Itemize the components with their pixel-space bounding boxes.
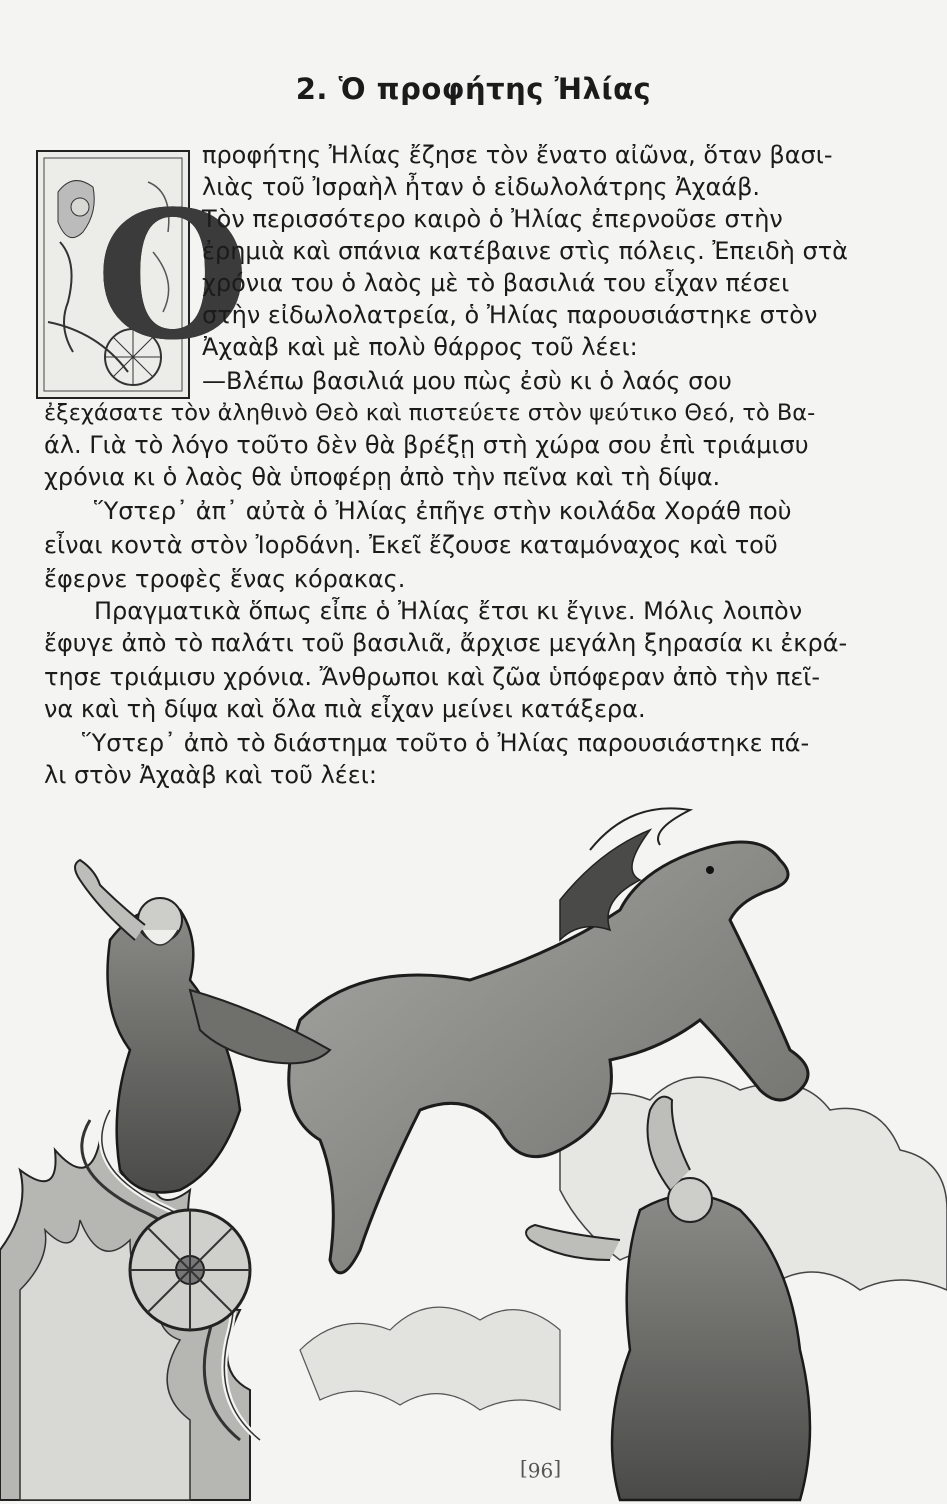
text-line: Τὸν περισσότερο καιρὸ ὁ Ἠλίας ἐπερνοῦσε στὴν <box>202 205 783 233</box>
text-line: εἶναι κοντὰ στὸν Ἰορδάνη. Ἐκεῖ ἔζουσε καταμόναχος καὶ τοῦ <box>44 531 778 559</box>
text-line: Ἀχαὰβ καὶ μὲ πολὺ θάρρος τοῦ λέει: <box>202 333 638 361</box>
text-line: να καὶ τὴ δίψα καὶ ὅλα πιὰ εἶχαν μείνει κατάξερα. <box>44 695 646 723</box>
text-line: χρόνια κι ὁ λαὸς θὰ ὑποφέρῃ ἀπὸ τὴν πεῖνα καὶ τὴ δίψα. <box>44 463 721 491</box>
prophet-chariot-illustration <box>0 790 947 1500</box>
text-line: άλ. Γιὰ τὸ λόγο τοῦτο δὲν θὰ βρέξῃ στὴ χώρα σου ἐπὶ τριάμισυ <box>44 431 809 459</box>
text-line: Πραγματικὰ ὅπως εἶπε ὁ Ἠλίας ἔτσι κι ἔγινε. Μόλις λοιπὸν <box>94 597 803 625</box>
text-line: ἔφυγε ἀπὸ τὸ παλάτι τοῦ βασιλιᾶ, ἄρχισε μεγάλη ξηρασία κι ἐκρά- <box>44 629 848 657</box>
text-line: στὴν εἰδωλολατρεία, ὁ Ἠλίας παρουσιάστηκε στὸν <box>202 301 818 329</box>
text-line: τησε τριάμισυ χρόνια. Ἄνθρωποι καὶ ζῶα ὑπόφεραν ἀπὸ τὴν πεῖ- <box>44 663 821 691</box>
text-line: λι στὸν Ἀχαὰβ καὶ τοῦ λέει: <box>44 761 377 789</box>
chariot-horse-drawing <box>0 790 947 1500</box>
drop-cap-illustration <box>36 150 250 399</box>
page-title: 2. Ὁ προφήτης Ἠλίας <box>295 72 652 106</box>
text-line: λιὰς τοῦ Ἰσραὴλ ἦταν ὁ εἰδωλολάτρης Ἀχαάβ. <box>202 173 761 201</box>
text-line: —Βλέπω βασιλιά μου πὼς ἐσὺ κι ὁ λαός σου <box>202 367 732 395</box>
text-line: Ὕστερ᾽ ἀπὸ τὸ διάστημα τοῦτο ὁ Ἠλίας παρουσιάστηκε πά- <box>82 729 810 757</box>
page-number: [96] <box>520 1458 562 1482</box>
text-line: Ὕστερ᾽ ἀπ᾽ αὐτὰ ὁ Ἠλίας ἐπῆγε στὴν κοιλάδα Χοράθ ποὺ <box>94 497 792 525</box>
text-line: χρόνια του ὁ λαὸς μὲ τὸ βασιλιά του εἶχαν πέσει <box>202 269 790 297</box>
text-line: ἐρημιὰ καὶ σπάνια κατέβαινε στὶς πόλεις. Ἐπειδὴ στὰ <box>202 237 848 265</box>
text-line: ἐξεχάσατε τὸν ἀληθινὸ Θεὸ καὶ πιστεύετε στὸν ψεύτικο Θεό, τὸ Βα- <box>44 400 816 426</box>
text-line: προφήτης Ἠλίας ἔζησε τὸν ἔνατο αἰῶνα, ὅταν βασι- <box>202 141 833 169</box>
text-line: ἔφερνε τροφὲς ἕνας κόρακας. <box>44 565 406 593</box>
drop-cap-letter: Ο <box>96 172 250 379</box>
